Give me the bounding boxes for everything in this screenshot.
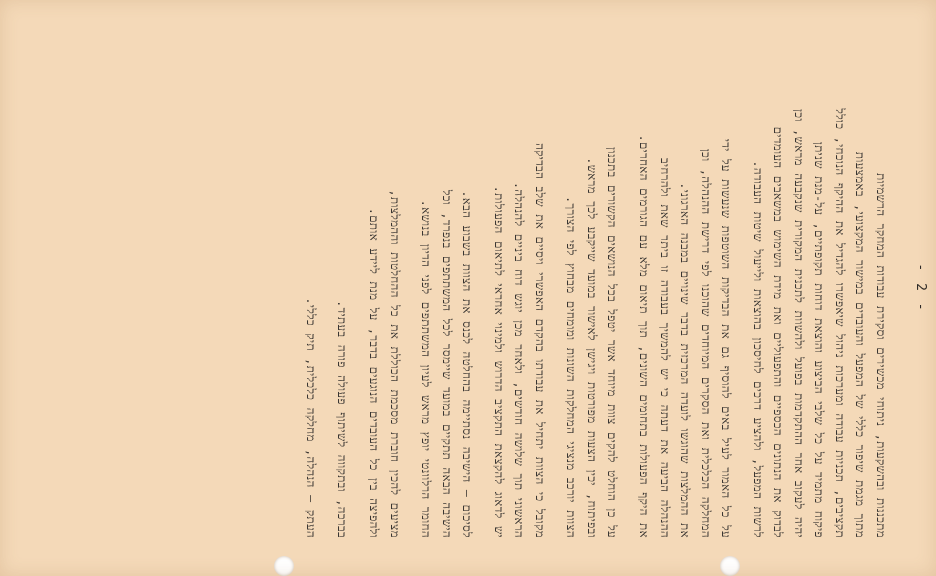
text-line: החומר הרלוונטי יופץ מראש לעיון המשתתפים לפני הדיון בנושא. bbox=[419, 199, 434, 538]
page-number: - 2 - bbox=[913, 263, 928, 313]
text-line bbox=[321, 18, 332, 538]
text-line: לסיכום — הישיבה נסתיימה בהחלטה לכנס את הצוות בשבוע הבא. bbox=[460, 190, 475, 538]
text-line: הישיבה הבאה תתקיים במועד שיימסר לכל המשתתפים בנפרד, וכל bbox=[439, 189, 454, 538]
text-line: מתכננות ובהשקעות, ניתוחי מכשירים וסקירת עבודות המחקר הרשמיות bbox=[874, 173, 888, 538]
text-line: יש לדאוג להקצאת התקציב הדרוש ולמינוי אחראי לתיאום הפעולות. bbox=[491, 185, 506, 538]
text-line: המחלקה הכלכלית ואת הסקרים המיוחדים שהוכנו לפי דרישת ההנהלה, וכן bbox=[698, 148, 713, 538]
text-line: הראשוני תוך שלושה חודשים, ולאחר מכן יוגש דוח ביניים להנהלה. bbox=[512, 182, 527, 538]
text-line: מתוך מגמת שיפור כללי של המפעל והעובדים במישור המקצועי, באמצעות bbox=[853, 151, 868, 538]
text-line: מציעים להכין חוברת מסכמת הכוללת את כל ההחלטות וההמלצות, bbox=[387, 189, 402, 538]
text-line bbox=[477, 18, 488, 538]
text-line: את היקף הפעולות בתחומים השונים, תוך תיאום מלא עם הגורמים האחרים. bbox=[636, 134, 651, 538]
text-line: מקובל כי הצוות יתחיל את עבודתו בהקדם האפשרי ויסיים את שלב הבדיקה bbox=[532, 143, 547, 538]
punch-hole-right bbox=[720, 556, 740, 576]
text-line: יהיה לעקוב אחר ההתקדמות בפועל ולהשוות לתכנית המקורית שנקבעה מראש, וכן bbox=[791, 109, 806, 538]
text-line: בברכה, ובתקווה לשיתוף פעולה פורה בעתיד. bbox=[335, 300, 350, 538]
text-line bbox=[352, 18, 363, 538]
text-line: תקציבים, תכניות עבודה ומערכות ניהול שיאפשרו להגדיל את ההיקף הנוכחי, כולל bbox=[832, 108, 847, 538]
text-line bbox=[622, 18, 633, 538]
text-line: פיקוח מתמיד על כל שלבי הביצוע והוצאת דוחות תקופתיים, על-מנת שניתן bbox=[812, 141, 827, 538]
text-line bbox=[736, 18, 747, 538]
text-line: על כל האמור לעיל באים להוסיף גם את הבדיקות השוטפות שנעשות על ידי bbox=[719, 138, 734, 538]
punch-hole-left bbox=[274, 556, 294, 576]
text-line: הצוות יורכב מנציגי המחלקות השונות ומומחים מבחוץ לפי הצורך. bbox=[564, 196, 579, 538]
typed-text-body bbox=[6, 18, 891, 538]
text-line: העתק — הנהלה, מחלקה כלכלית, תיק כללי. bbox=[303, 297, 318, 538]
text-line: ולהפיצה בין כל העובדים הנוגעים בדבר, על מנת ליידע אותם. bbox=[366, 207, 381, 538]
text-line: ההנהלה הביעה את דעתה כי יש להמשיך בעבודה זו ביתר שאת ולהרחיב bbox=[657, 158, 672, 538]
text-line: לרשות המפעל, ולהציע דרכים לחיסכון בהוצאות ולייעול שיטות העבודה. bbox=[750, 160, 765, 538]
text-line: את ההמלצות שהוגשו לועדה המרכזית בדבר שינויים במבנה הארגוני. bbox=[678, 182, 693, 538]
text-line: ובפיתוח, יכין הצעות מפורטות ויגישן לאישור במועד שייקבע לכך מראש. bbox=[584, 157, 599, 538]
text-line bbox=[550, 18, 561, 538]
text-line bbox=[405, 18, 416, 538]
text-line: על כן הוחלט להקים צוות מיוחד אשר יטפל בכל הנושאים הקשורים בתכנון bbox=[605, 147, 620, 538]
text-line: לבדוק את הנתונים הכספיים והתפעוליים ואת מידת השימוש במשאבים העומדים bbox=[771, 126, 786, 538]
